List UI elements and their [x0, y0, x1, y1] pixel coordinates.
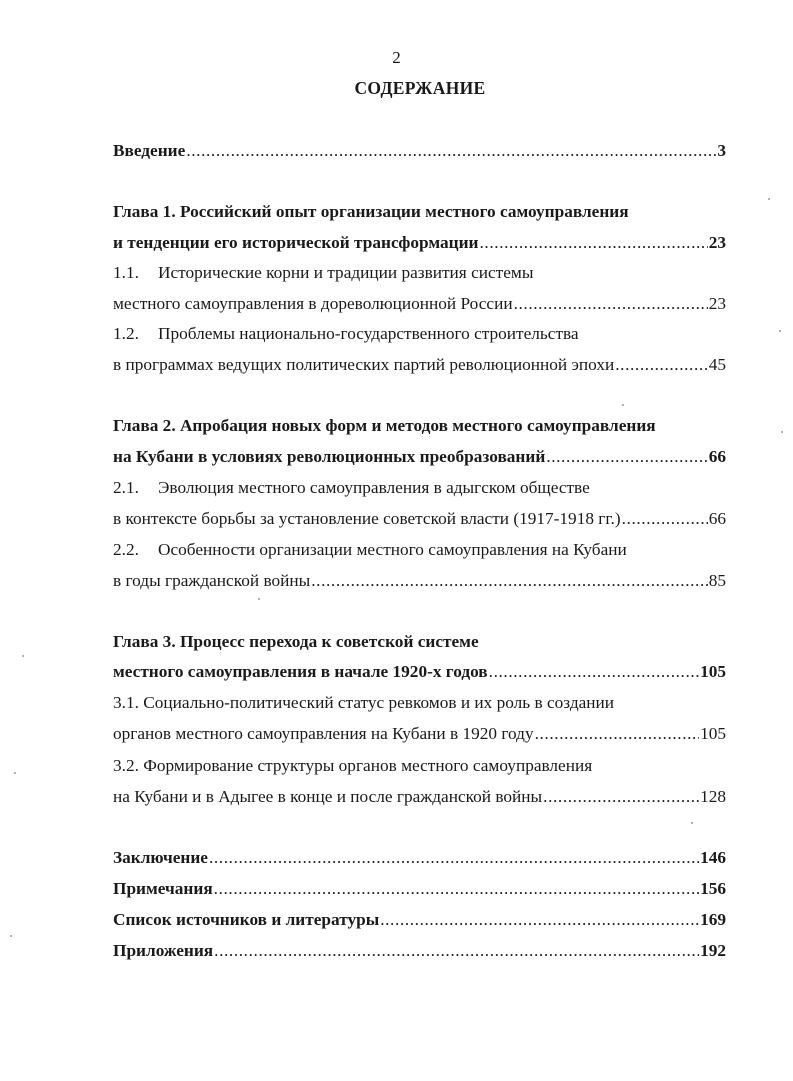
toc-entry-page: 192 — [700, 941, 726, 960]
scan-speck — [691, 822, 693, 824]
toc-entry-page: 23 — [708, 294, 726, 313]
dot-leader — [489, 661, 699, 683]
toc-entry-title: в программах ведущих политических партий революционной эпохи — [113, 355, 615, 374]
toc-entry-page: 146 — [700, 848, 726, 867]
dot-leader — [214, 940, 699, 962]
toc-entry-page: 3 — [717, 141, 726, 160]
toc-entry-chapter-1[interactable] — [113, 232, 726, 254]
section-number: 2.2. — [113, 540, 139, 559]
section-number: 2.1. — [113, 478, 139, 497]
toc-entry-section-3-2[interactable] — [113, 786, 726, 808]
scan-speck — [10, 935, 12, 937]
dot-leader — [514, 293, 708, 315]
toc-entry-page: 66 — [708, 447, 726, 466]
toc-entry-intro[interactable] — [113, 140, 726, 162]
dot-leader — [546, 446, 707, 468]
dot-leader — [543, 786, 699, 808]
toc-entry-page: 45 — [708, 355, 726, 374]
toc-entry-title: Введение — [113, 141, 186, 160]
toc-entry-page: 85 — [708, 571, 726, 590]
page-number: 2 — [392, 48, 401, 67]
toc-entry-chapter-3[interactable] — [113, 661, 726, 683]
toc-entry-section-3-1[interactable] — [113, 723, 726, 745]
toc-section-3-2-line1: 3.2. Формирование структуры органов местного самоуправления — [113, 756, 593, 775]
toc-entry-title: Заключение — [113, 848, 208, 867]
toc-section-2-1-line1 — [113, 477, 590, 499]
dot-leader — [535, 723, 699, 745]
section-number: 1.2. — [113, 324, 139, 343]
toc-entry-title: местного самоуправления в дореволюционной России — [113, 294, 513, 313]
toc-entry-page: 23 — [708, 233, 726, 252]
toc-entry-page: 105 — [700, 724, 726, 743]
dot-leader — [480, 232, 708, 254]
toc-entry-notes[interactable] — [113, 878, 726, 900]
toc-entry-page: 169 — [700, 910, 726, 929]
toc-entry-title: и тенденции его исторической трансформации — [113, 233, 479, 252]
scan-speck — [781, 431, 783, 433]
toc-entry-section-1-1[interactable] — [113, 293, 726, 315]
toc-heading: СОДЕРЖАНИЕ — [354, 78, 486, 98]
toc-entry-conclusion[interactable] — [113, 847, 726, 869]
section-number: 1.1. — [113, 263, 139, 282]
toc-section-2-2-line1 — [113, 539, 627, 561]
toc-entry-page: 128 — [700, 787, 726, 806]
section-title: Эволюция местного самоуправления в адыгском обществе — [158, 478, 590, 497]
toc-entry-page: 66 — [708, 509, 726, 528]
dot-leader — [209, 847, 699, 869]
toc-entry-title: на Кубани в условиях революционных преобразований — [113, 447, 546, 466]
scan-speck — [258, 598, 260, 600]
toc-section-1-2-line1 — [113, 323, 579, 345]
toc-entry-title: в контексте борьбы за установление советской власти (1917-1918 гг.) — [113, 509, 621, 528]
scan-speck — [622, 404, 624, 406]
toc-entry-page: 105 — [700, 662, 726, 681]
section-title: Исторические корни и традиции развития системы — [158, 263, 534, 282]
toc-chapter-1-line1: Глава 1. Российский опыт организации местного самоуправления — [113, 202, 629, 221]
toc-entry-title: Приложения — [113, 941, 214, 960]
scan-speck — [22, 655, 24, 657]
dot-leader — [186, 140, 716, 162]
dot-leader — [615, 354, 707, 376]
toc-entry-section-2-1[interactable] — [113, 508, 726, 530]
scan-speck — [768, 198, 770, 200]
toc-entry-chapter-2[interactable] — [113, 446, 726, 468]
toc-entry-page: 156 — [700, 879, 726, 898]
toc-section-1-1-line1 — [113, 262, 533, 284]
section-title: Проблемы национально-государственного строительства — [158, 324, 579, 343]
dot-leader — [214, 878, 699, 900]
dot-leader — [622, 508, 708, 530]
scan-speck — [14, 772, 16, 774]
toc-entry-sources[interactable] — [113, 909, 726, 931]
toc-chapter-3-line1: Глава 3. Процесс перехода к советской системе — [113, 632, 479, 651]
dot-leader — [380, 909, 699, 931]
toc-entry-title: местного самоуправления в начале 1920-х годов — [113, 662, 488, 681]
toc-entry-title: на Кубани и в Адыгее в конце и после гражданской войны — [113, 787, 543, 806]
scan-speck — [779, 330, 781, 332]
toc-chapter-2-line1: Глава 2. Апробация новых форм и методов местного самоуправления — [113, 416, 656, 435]
section-title: Особенности организации местного самоуправления на Кубани — [158, 540, 627, 559]
toc-entry-title: в годы гражданской войны — [113, 571, 311, 590]
toc-entry-section-2-2[interactable] — [113, 570, 726, 592]
toc-section-3-1-line1: 3.1. Социально-политический статус ревкомов и их роль в создании — [113, 693, 615, 712]
toc-entry-title: Примечания — [113, 879, 213, 898]
toc-entry-section-1-2[interactable] — [113, 354, 726, 376]
toc-entry-title: органов местного самоуправления на Кубани в 1920 году — [113, 724, 534, 743]
dot-leader — [311, 570, 707, 592]
toc-entry-appendix[interactable] — [113, 940, 726, 962]
toc-entry-title: Список источников и литературы — [113, 910, 380, 929]
